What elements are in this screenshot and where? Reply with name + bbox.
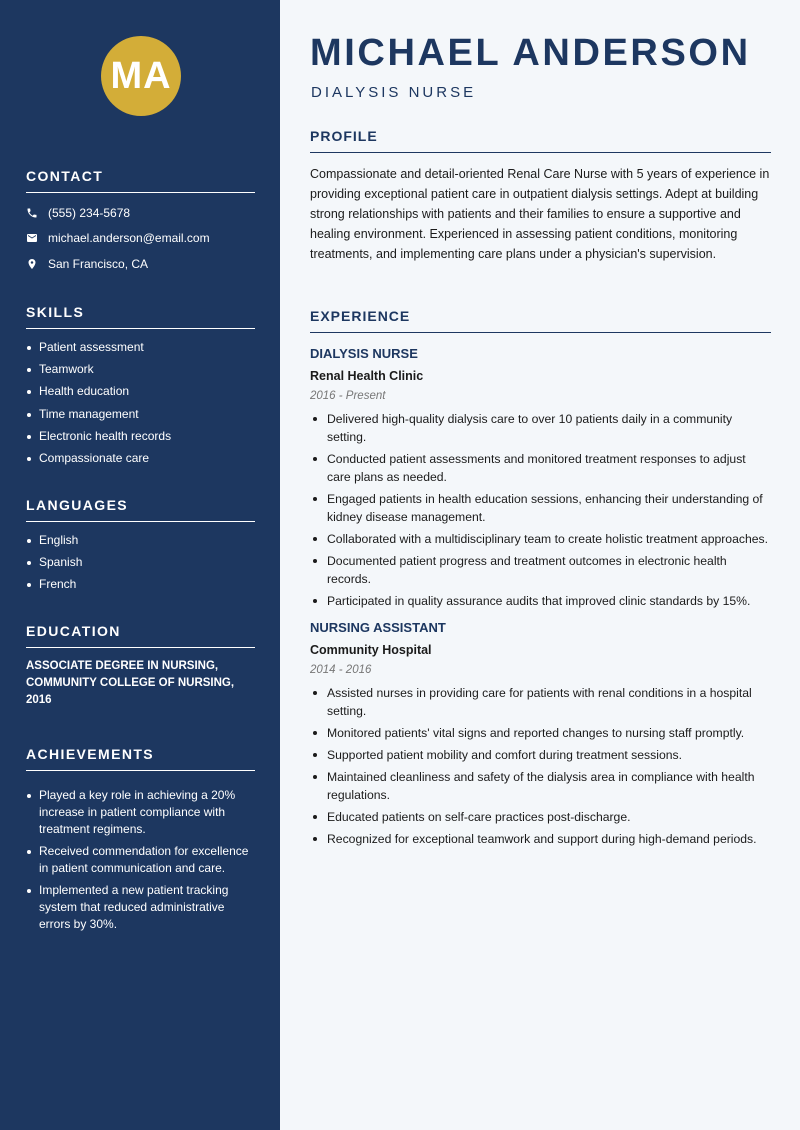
job-bullet: Maintained cleanliness and safety of the dialysis area in compliance with health regulations.	[310, 768, 771, 804]
job-bullet: Monitored patients' vital signs and reported changes to nursing staff promptly.	[310, 724, 771, 742]
job-bullets	[310, 684, 771, 848]
job-bullet: Participated in quality assurance audits that improved clinic standards by 15%.	[310, 592, 771, 610]
skills-heading: SKILLS	[26, 304, 255, 329]
language-item: Spanish	[26, 554, 255, 576]
job-bullet: Assisted nurses in providing care for patients with renal conditions in a hospital setting.	[310, 684, 771, 720]
skill-item: Teamwork	[26, 361, 255, 383]
job-company: Renal Health Clinic	[310, 369, 424, 383]
profile-text: Compassionate and detail-oriented Renal Care Nurse with 5 years of experience in providing exceptional patient care in outpatient dialysis settings. Adept at building strong relationships with patients and their families to ensure a supportive and healing environment. Experienced in assessing patient conditions, monitoring treatments, and implementing care plans under a physician's supervision.	[310, 167, 770, 261]
job-title: NURSING ASSISTANT	[310, 620, 446, 635]
contact-phone[interactable]	[26, 200, 255, 226]
language-item: English	[26, 532, 255, 554]
job-dates: 2016 - Present	[310, 390, 386, 402]
skills-list	[26, 339, 255, 472]
contact-section	[26, 168, 255, 277]
contact-email[interactable]	[26, 226, 255, 252]
skill-item: Patient assessment	[26, 339, 255, 361]
education-heading: EDUCATION	[26, 623, 255, 648]
job-bullet: Supported patient mobility and comfort during treatment sessions.	[310, 746, 771, 764]
job-entry	[310, 620, 771, 848]
job-dates: 2014 - 2016	[310, 664, 372, 676]
achievements-heading: ACHIEVEMENTS	[26, 746, 255, 771]
candidate-title: DIALYSIS NURSE	[311, 84, 477, 101]
job-title: DIALYSIS NURSE	[310, 346, 418, 361]
job-bullet: Recognized for exceptional teamwork and support during high-demand periods.	[310, 830, 771, 848]
candidate-name: MICHAEL ANDERSON	[310, 32, 751, 74]
profile-section	[310, 128, 771, 264]
avatar-initials: MA	[101, 36, 181, 116]
achievements-list	[26, 787, 255, 933]
job-entry	[310, 346, 771, 610]
skill-item: Health education	[26, 383, 255, 405]
achievement-item: Implemented a new patient tracking system that reduced administrative errors by 30%.	[26, 882, 255, 933]
job-bullet: Engaged patients in health education sessions, enhancing their understanding of kidney disease management.	[310, 490, 771, 526]
achievements-section	[26, 746, 255, 938]
job-bullet: Documented patient progress and treatment outcomes in electronic health records.	[310, 552, 771, 588]
phone-text: (555) 234-5678	[48, 205, 131, 220]
experience-section	[310, 308, 771, 852]
languages-list	[26, 532, 255, 599]
skill-item: Time management	[26, 406, 255, 428]
job-bullet: Conducted patient assessments and monitored treatment responses to adjust care plans as needed.	[310, 450, 771, 486]
language-item: French	[26, 576, 255, 598]
job-bullets	[310, 410, 771, 610]
achievement-item: Received commendation for excellence in patient communication and care.	[26, 843, 255, 877]
skills-section	[26, 304, 255, 472]
location-text: San Francisco, CA	[48, 256, 149, 271]
location-pin-icon	[26, 258, 38, 270]
education-section	[26, 623, 255, 709]
job-bullet: Collaborated with a multidisciplinary team to create holistic treatment approaches.	[310, 530, 771, 548]
email-text: michael.anderson@email.com	[48, 231, 210, 246]
job-company: Community Hospital	[310, 643, 432, 657]
job-bullet: Delivered high-quality dialysis care to over 10 patients daily in a community setting.	[310, 410, 771, 446]
education-entry: ASSOCIATE DEGREE IN NURSING, COMMUNITY COLLEGE OF NURSING, 2016	[26, 660, 235, 706]
contact-heading: CONTACT	[26, 168, 255, 193]
job-bullet: Educated patients on self-care practices post-discharge.	[310, 808, 771, 826]
mail-icon	[26, 232, 38, 244]
languages-section	[26, 497, 255, 599]
skill-item: Electronic health records	[26, 428, 255, 450]
sidebar	[0, 0, 280, 1130]
languages-heading: LANGUAGES	[26, 497, 255, 522]
profile-heading: PROFILE	[310, 128, 771, 153]
achievement-item: Played a key role in achieving a 20% increase in patient compliance with treatment regimens.	[26, 787, 255, 838]
phone-icon	[26, 207, 38, 219]
experience-heading: EXPERIENCE	[310, 308, 771, 333]
skill-item: Compassionate care	[26, 450, 255, 472]
contact-location	[26, 251, 255, 277]
